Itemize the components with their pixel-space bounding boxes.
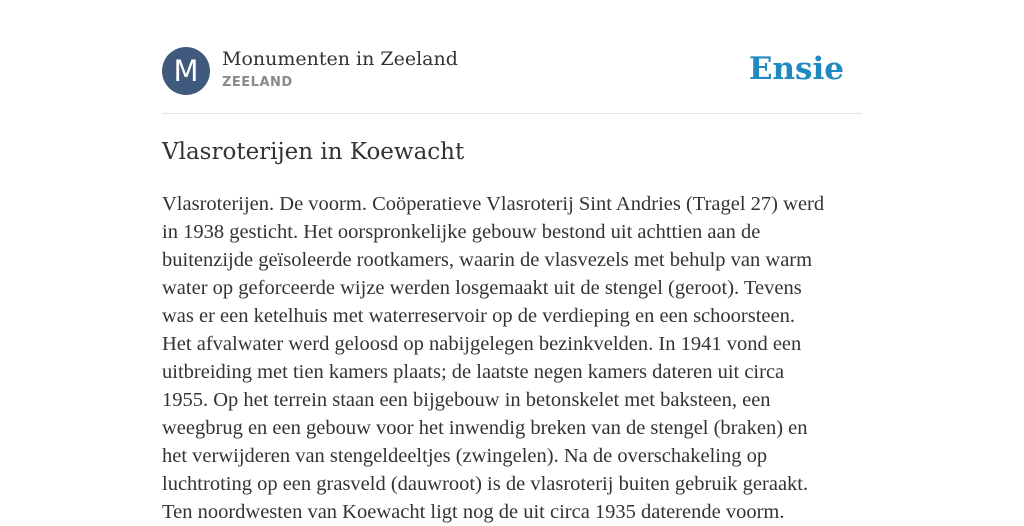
article-body [162,190,852,526]
article-line: 1955. Op het terrein staan een bijgebouw in betonskelet met baksteen, een [162,389,771,411]
article-line: het verwijderen van stengeldeeltjes (zwingelen). Na de overschakeling op [162,445,768,467]
article-line: buitenzijde geïsoleerde rootkamers, waarin de vlasvezels met behulp van warm [162,249,813,271]
article-line: Vlasroterijen. De voorm. Coöperatieve Vlasroterij Sint Andries (Tragel 27) werd [162,193,825,215]
article-line: Het afvalwater werd geloosd op nabijgelegen bezinkvelden. In 1941 vond een [162,333,802,355]
article-line: uitbreiding met tien kamers plaats; de laatste negen kamers dateren uit circa [162,361,785,383]
article-line: water op geforceerde wijze werden losgemaakt uit de stengel (geroot). Tevens [162,277,802,299]
source-subtitle[interactable]: ZEELAND [222,75,293,90]
avatar[interactable]: M [162,47,210,95]
article-line: luchtroting op een grasveld (dauwroot) is de vlasroterij buiten gebruik geraakt. [162,473,809,495]
page-title: Vlasroterijen in Koewacht [162,139,465,165]
brand-logo[interactable]: Ensie [748,51,844,87]
source-title[interactable]: Monumenten in Zeeland [222,48,458,70]
article-line: in 1938 gesticht. Het oorspronkelijke gebouw bestond uit achttien aan de [162,221,761,243]
divider [162,113,862,114]
article-line: Ten noordwesten van Koewacht ligt nog de uit circa 1935 daterende voorm. [162,501,785,523]
header [162,47,862,95]
article-line: weegbrug en een gebouw voor het inwendig breken van de stengel (braken) en [162,417,808,439]
article-line: was er een ketelhuis met waterreservoir op de verdieping en een schoorsteen. [162,305,795,327]
